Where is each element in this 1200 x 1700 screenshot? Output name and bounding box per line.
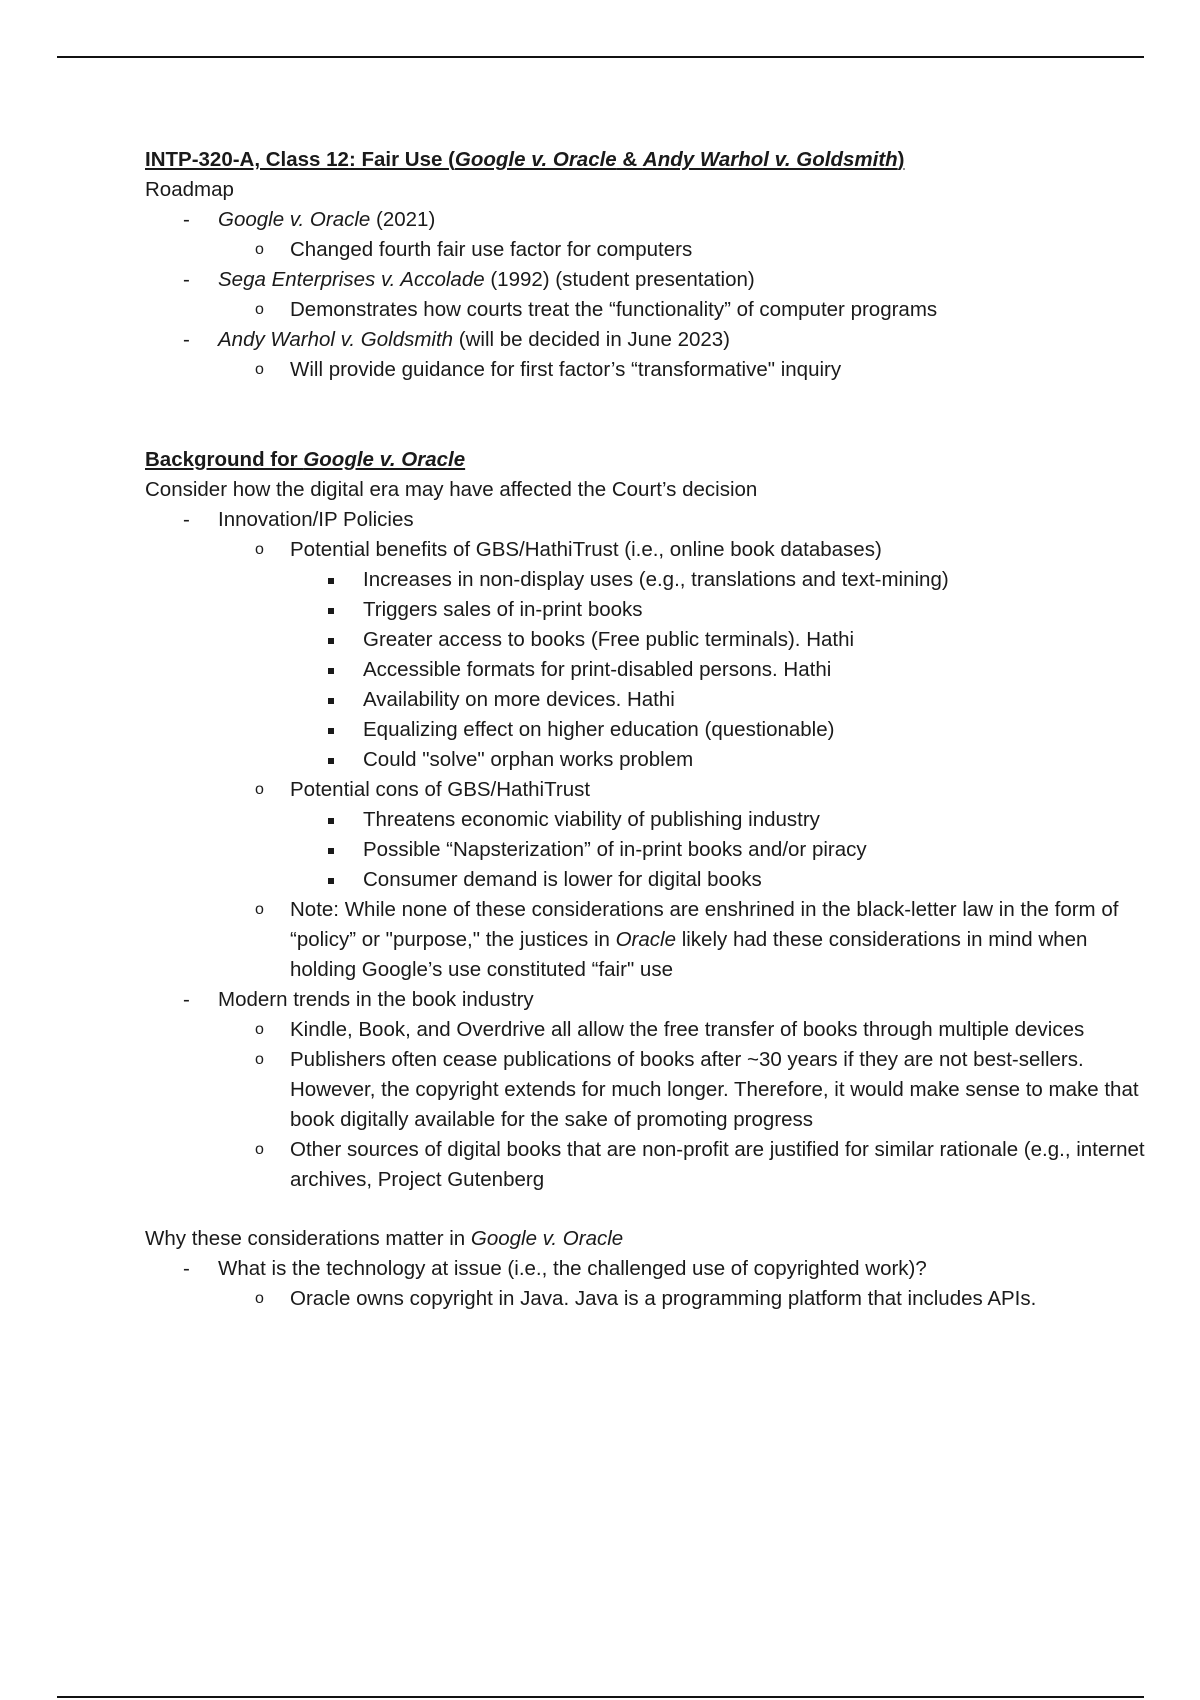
roadmap-heading: Roadmap bbox=[145, 178, 234, 201]
circle-bullet: o bbox=[255, 1141, 264, 1158]
title-case-warhol: Andy Warhol v. Goldsmith bbox=[642, 148, 898, 171]
benefit-item: Could "solve" orphan works problem bbox=[145, 745, 1145, 775]
con-item: Threatens economic viability of publishing industry bbox=[145, 805, 1145, 835]
benefit-item: Triggers sales of in-print books bbox=[145, 595, 1145, 625]
roadmap-item: - Andy Warhol v. Goldsmith (will be decided in June 2023) bbox=[145, 325, 1145, 355]
circle-bullet: o bbox=[255, 901, 264, 918]
trend-item: o Other sources of digital books that are non-profit are justified for similar rationale (e.g., internet archives, Project Gutenberg bbox=[145, 1135, 1145, 1195]
case-name: Sega Enterprises v. Accolade bbox=[218, 268, 485, 291]
square-bullet-icon bbox=[328, 848, 334, 854]
square-bullet-icon bbox=[328, 638, 334, 644]
roadmap-item: - Google v. Oracle (2021) bbox=[145, 205, 1145, 235]
topic-innovation: - Innovation/IP Policies bbox=[145, 505, 1145, 535]
circle-bullet: o bbox=[255, 541, 264, 558]
benefit-item: Availability on more devices. Hathi bbox=[145, 685, 1145, 715]
circle-bullet: o bbox=[255, 781, 264, 798]
benefit-item: Increases in non-display uses (e.g., translations and text-mining) bbox=[145, 565, 1145, 595]
case-name: Google v. Oracle bbox=[218, 208, 371, 231]
background-intro: Consider how the digital era may have affected the Court’s decision bbox=[145, 478, 758, 501]
square-bullet-icon bbox=[328, 758, 334, 764]
cons-heading: o Potential cons of GBS/HathiTrust bbox=[145, 775, 1145, 805]
page-title: INTP-320-A, Class 12: Fair Use (Google v. Oracle & Andy Warhol v. Goldsmith) bbox=[145, 148, 905, 171]
roadmap-subitem: o Changed fourth fair use factor for computers bbox=[145, 235, 1145, 265]
dash-bullet: - bbox=[183, 988, 190, 1011]
circle-bullet: o bbox=[255, 1290, 264, 1307]
header-rule bbox=[57, 56, 1144, 58]
benefit-item: Accessible formats for print-disabled persons. Hathi bbox=[145, 655, 1145, 685]
square-bullet-icon bbox=[328, 878, 334, 884]
square-bullet-icon bbox=[328, 698, 334, 704]
document-body bbox=[145, 145, 1145, 1314]
roadmap-subitem: o Will provide guidance for first factor’s “transformative" inquiry bbox=[145, 355, 1145, 385]
square-bullet-icon bbox=[328, 728, 334, 734]
benefit-item: Greater access to books (Free public terminals). Hathi bbox=[145, 625, 1145, 655]
why-answer: o Oracle owns copyright in Java. Java is a programming platform that includes APIs. bbox=[145, 1284, 1145, 1314]
dash-bullet: - bbox=[183, 1257, 190, 1280]
con-item: Possible “Napsterization” of in-print books and/or piracy bbox=[145, 835, 1145, 865]
trend-item: o Kindle, Book, and Overdrive all allow the free transfer of books through multiple devices bbox=[145, 1015, 1145, 1045]
circle-bullet: o bbox=[255, 1051, 264, 1068]
circle-bullet: o bbox=[255, 301, 264, 318]
square-bullet-icon bbox=[328, 608, 334, 614]
why-heading: Why these considerations matter in Google v. Oracle bbox=[145, 1227, 624, 1250]
background-heading: Background for Google v. Oracle bbox=[145, 448, 466, 471]
dash-bullet: - bbox=[183, 208, 190, 231]
square-bullet-icon bbox=[328, 668, 334, 674]
square-bullet-icon bbox=[328, 818, 334, 824]
circle-bullet: o bbox=[255, 361, 264, 378]
policy-note: o Note: While none of these considerations are enshrined in the black-letter law in the form of “policy” or "purpose," the justices in Oracle likely had these considerations in mind when holding Google’s use constituted “fair" use bbox=[145, 895, 1145, 985]
dash-bullet: - bbox=[183, 508, 190, 531]
why-question: - What is the technology at issue (i.e., the challenged use of copyrighted work)? bbox=[145, 1254, 1145, 1284]
con-item: Consumer demand is lower for digital books bbox=[145, 865, 1145, 895]
title-case-google: Google v. Oracle bbox=[454, 148, 617, 171]
footer-rule bbox=[57, 1696, 1144, 1698]
case-name: Andy Warhol v. Goldsmith bbox=[218, 328, 454, 351]
dash-bullet: - bbox=[183, 328, 190, 351]
circle-bullet: o bbox=[255, 1021, 264, 1038]
topic-modern-trends: - Modern trends in the book industry bbox=[145, 985, 1145, 1015]
roadmap-subitem: o Demonstrates how courts treat the “functionality” of computer programs bbox=[145, 295, 1145, 325]
benefit-item: Equalizing effect on higher education (questionable) bbox=[145, 715, 1145, 745]
dash-bullet: - bbox=[183, 268, 190, 291]
benefits-heading: o Potential benefits of GBS/HathiTrust (i.e., online book databases) bbox=[145, 535, 1145, 565]
trend-item: o Publishers often cease publications of books after ~30 years if they are not best-sellers. However, the copyright extends for much longer. Therefore, it would make sense to make that book digitally available for the sake of promoting progress bbox=[145, 1045, 1145, 1135]
square-bullet-icon bbox=[328, 578, 334, 584]
roadmap-item: - Sega Enterprises v. Accolade (1992) (student presentation) bbox=[145, 265, 1145, 295]
circle-bullet: o bbox=[255, 241, 264, 258]
